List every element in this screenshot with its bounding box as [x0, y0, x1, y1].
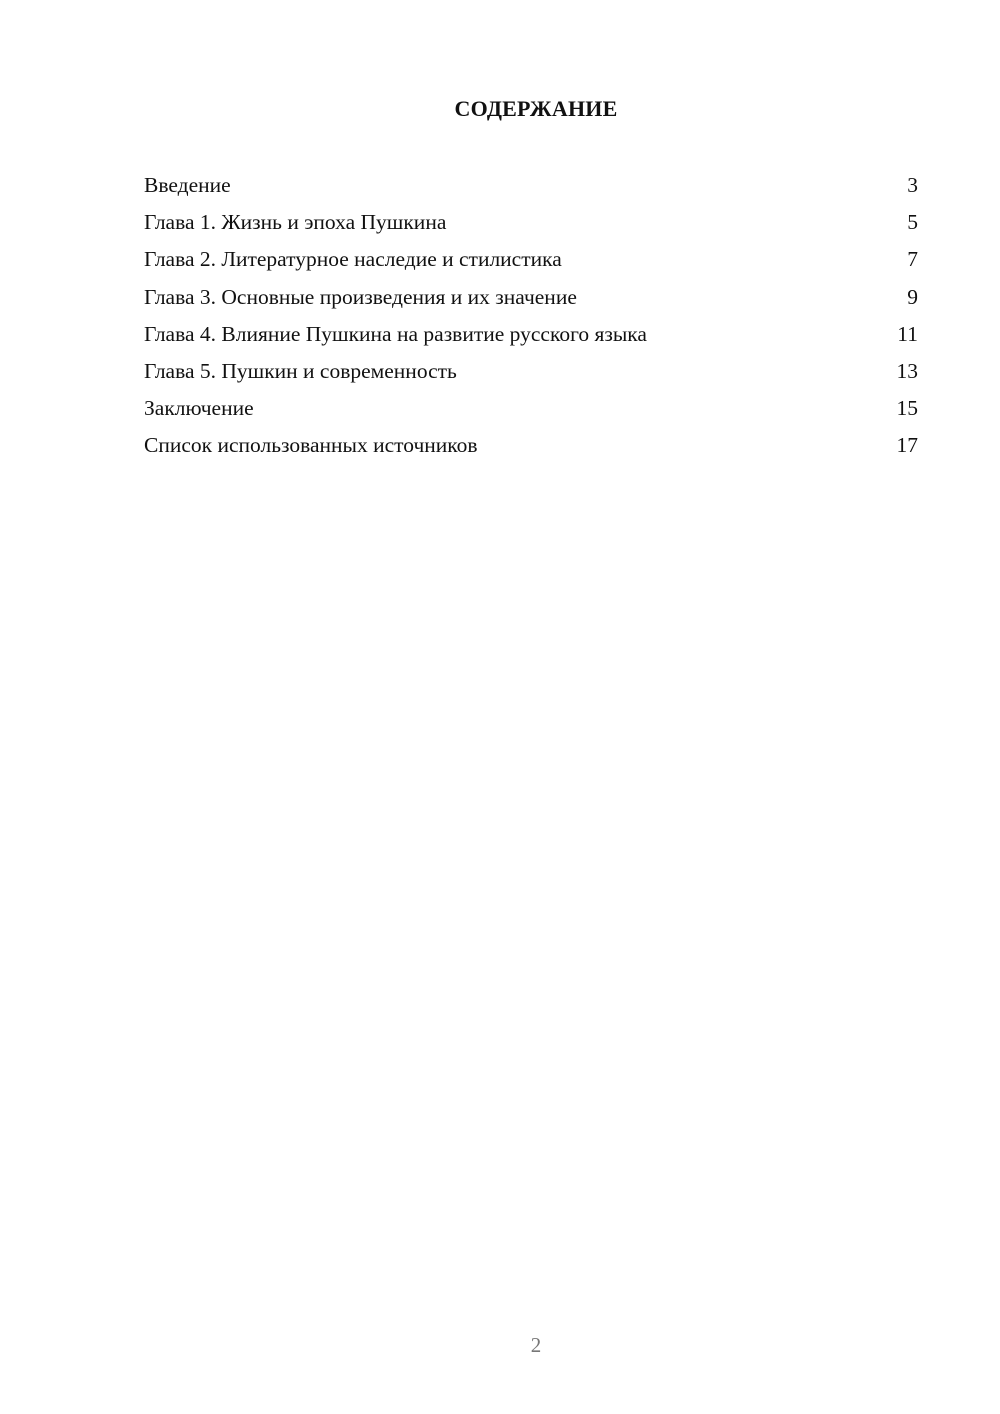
table-of-contents — [144, 170, 918, 468]
toc-entry-page: 15 — [896, 396, 918, 421]
toc-entry-chapter-3 — [144, 282, 918, 319]
toc-entry-page: 17 — [896, 433, 918, 458]
toc-entry-label: Глава 1. Жизнь и эпоха Пушкина — [144, 210, 447, 235]
toc-entry-label: Список использованных источников — [144, 433, 478, 458]
page-number: 2 — [530, 1333, 542, 1357]
toc-entry-page: 9 — [907, 284, 918, 309]
toc-entry-label: Заключение — [144, 396, 254, 421]
toc-entry-chapter-1 — [144, 207, 918, 244]
toc-entry-chapter-5 — [144, 356, 918, 393]
toc-entry-page: 3 — [907, 173, 918, 197]
toc-entry-page: 13 — [896, 358, 918, 383]
toc-entry-chapter-2 — [144, 244, 918, 281]
toc-entry-references — [144, 430, 918, 467]
toc-entry-page: 7 — [907, 247, 918, 272]
toc-entry-label: Глава 2. Литературное наследие и стилистика — [144, 247, 562, 272]
toc-entry-conclusion — [144, 393, 918, 430]
toc-entry-label: Глава 5. Пушкин и современность — [144, 358, 457, 383]
toc-entry-page: 11 — [897, 321, 918, 346]
toc-entry-chapter-4 — [144, 319, 918, 356]
toc-entry-label: Введение — [144, 173, 231, 197]
toc-entry-introduction — [144, 170, 918, 207]
toc-entry-label: Глава 3. Основные произведения и их значение — [144, 284, 577, 309]
toc-entry-label: Глава 4. Влияние Пушкина на развитие русского языка — [144, 321, 647, 346]
page-title: СОДЕРЖАНИЕ — [454, 96, 618, 121]
toc-entry-page: 5 — [907, 210, 918, 235]
